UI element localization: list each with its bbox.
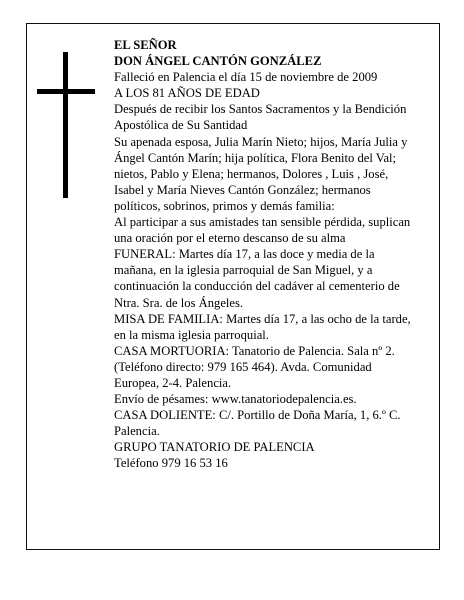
family-paragraph: Su apenada esposa, Julia Marín Nieto; hijos, María Julia y Ángel Cantón Marín; hija política, Flora Benito del Val; nietos, Pablo y Elena; hermanos, Dolores , Luis , José, Isabel y María Nieves Cantón González; hermanos políticos, sobrinos, primos y demás familia: bbox=[114, 134, 408, 213]
cross-icon bbox=[63, 52, 68, 198]
deceased-name: DON ÁNGEL CANTÓN GONZÁLEZ bbox=[114, 54, 322, 69]
death-date: Falleció en Palencia el día 15 de noviembre de 2009 bbox=[114, 70, 378, 85]
age-line: A LOS 81 AÑOS DE EDAD bbox=[114, 86, 260, 101]
request-paragraph: Al participar a sus amistades tan sensible pérdida, suplican una oración por el eterno descanso de su alma bbox=[114, 215, 411, 246]
home-paragraph: CASA DOLIENTE: C/. Portillo de Doña María, 1, 6.º C. Palencia. bbox=[114, 408, 401, 439]
group-line: GRUPO TANATORIO DE PALENCIA bbox=[114, 440, 315, 455]
funeral-paragraph: FUNERAL: Martes día 17, a las doce y media de la mañana, en la iglesia parroquial de San Miguel, y a continuación la conducción del cadáver al cementerio de Ntra. Sra. de los Ángeles. bbox=[114, 247, 400, 310]
condolences-line: Envío de pésames: www.tanatoriodepalencia.es. bbox=[114, 392, 357, 407]
mortuary-paragraph: CASA MORTUORIA: Tanatorio de Palencia. Sala nº 2. (Teléfono directo: 979 165 464). Avda. Comunidad Europea, 2-4. Palencia. bbox=[114, 343, 395, 390]
phone-line: Teléfono 979 16 53 16 bbox=[114, 456, 228, 471]
sacraments-line: Después de recibir los Santos Sacramentos y la Bendición Apostólica de Su Santidad bbox=[114, 102, 407, 133]
cross-icon-bar bbox=[37, 89, 95, 94]
notice-text bbox=[114, 37, 418, 472]
title-line-1: EL SEÑOR bbox=[114, 38, 177, 52]
mass-paragraph: MISA DE FAMILIA: Martes día 17, a las ocho de la tarde, en la misma iglesia parroquial. bbox=[114, 311, 411, 342]
